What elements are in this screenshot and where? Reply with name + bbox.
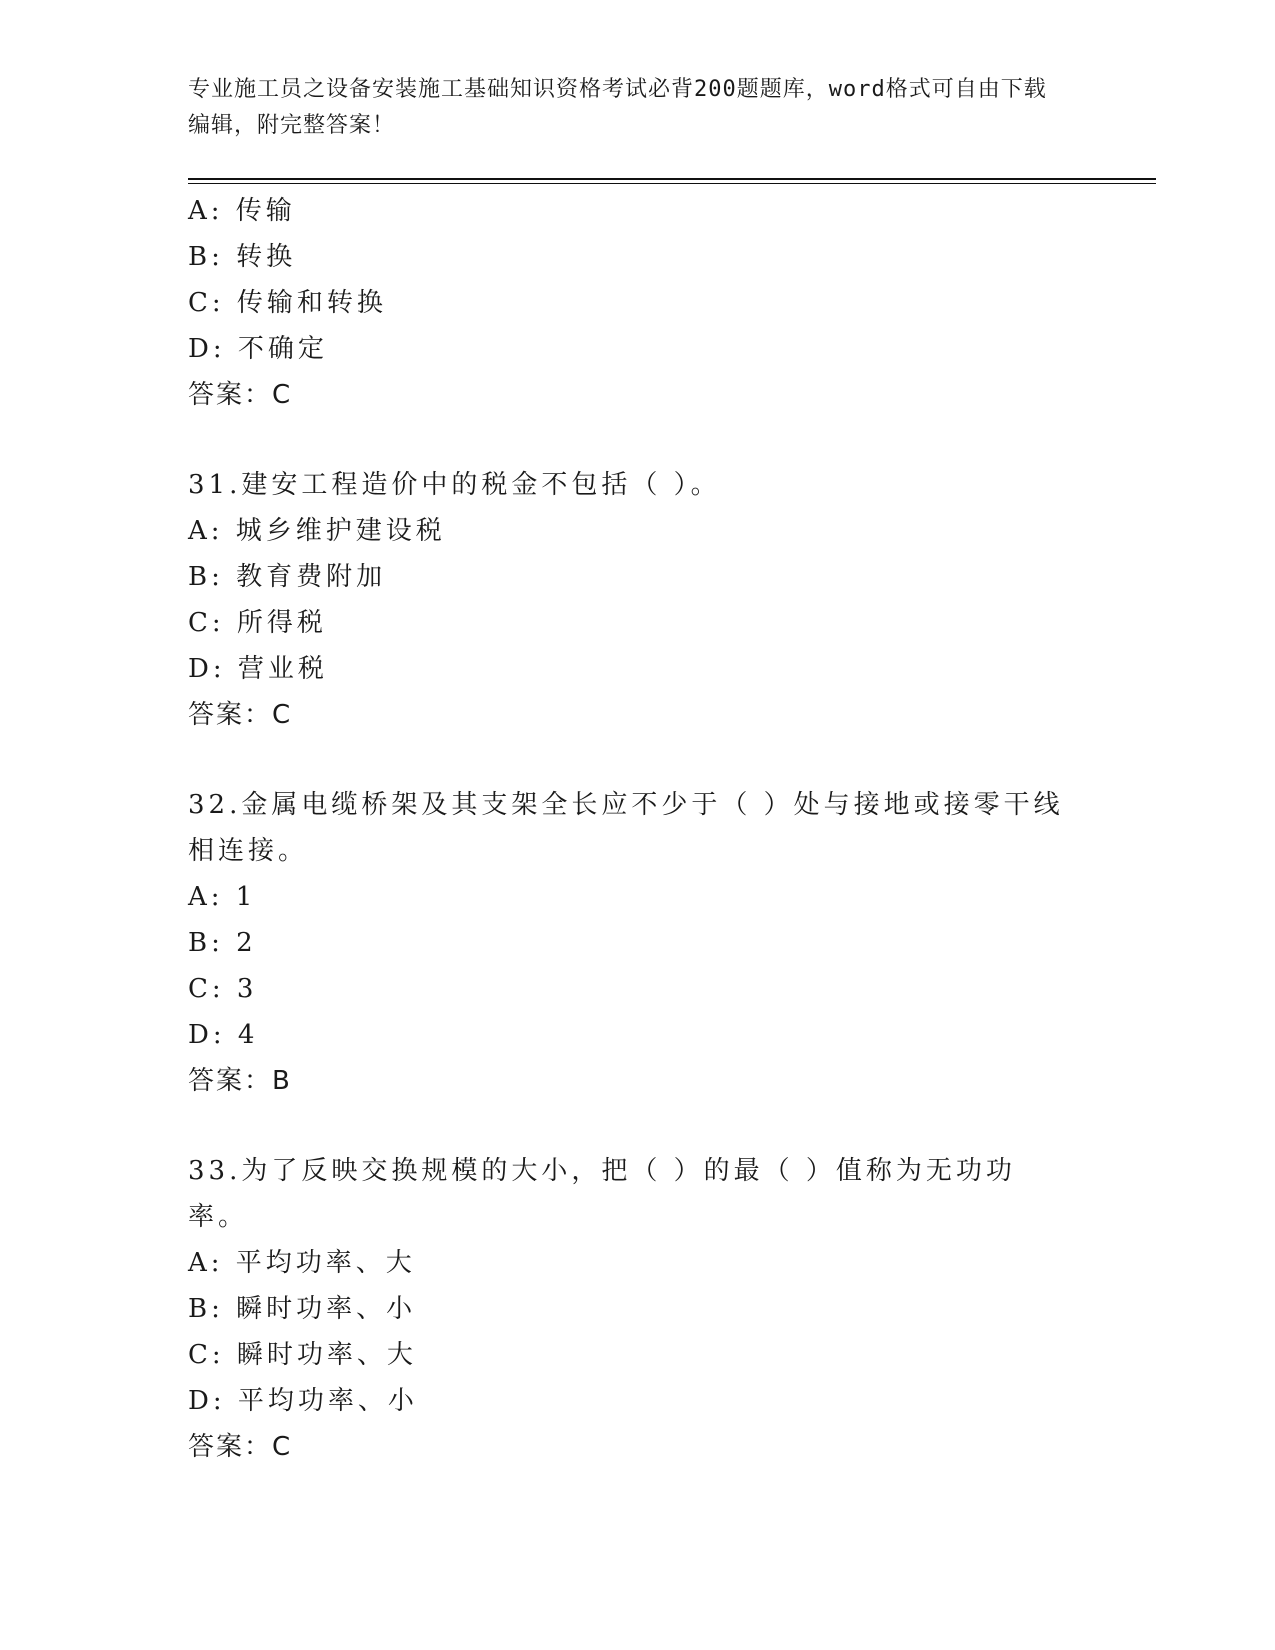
- answer: 答案：C: [188, 1432, 293, 1462]
- block-spacer: [188, 738, 1068, 782]
- option-b: B: 瞬时功率、小: [188, 1294, 417, 1324]
- option-c: C: 所得税: [188, 608, 327, 638]
- block-spacer: [188, 1104, 1068, 1148]
- option-c: C: 传输和转换: [188, 288, 387, 318]
- answer: 答案：B: [188, 1066, 292, 1096]
- option-a: A: 平均功率、大: [188, 1248, 416, 1278]
- option-d: D: 不确定: [188, 334, 328, 364]
- option-b: B: 教育费附加: [188, 562, 387, 592]
- option-d: D: 营业税: [188, 654, 328, 684]
- answer: 答案：C: [188, 380, 293, 410]
- header-divider-thin: [188, 183, 1156, 184]
- question-block: [188, 1148, 1068, 1470]
- option-a: A: 城乡维护建设税: [188, 516, 446, 546]
- answer: 答案：C: [188, 700, 293, 730]
- option-b: B: 转换: [188, 242, 297, 272]
- question-list: [188, 188, 1068, 1470]
- question-block: [188, 188, 1068, 418]
- option-b: B: 2: [188, 928, 257, 958]
- question-block: [188, 782, 1068, 1104]
- option-c: C: 3: [188, 974, 258, 1004]
- block-spacer: [188, 418, 1068, 462]
- question-block: [188, 462, 1068, 738]
- option-d: D: 平均功率、小: [188, 1386, 418, 1416]
- document-title: 专业施工员之设备安装施工基础知识资格考试必背200题题库，word格式可自由下载编辑，附完整答案！: [188, 77, 1047, 138]
- option-a: A: 传输: [188, 196, 296, 226]
- question-text: 31.建安工程造价中的税金不包括（ ）。: [188, 470, 721, 500]
- option-a: A: 1: [188, 882, 257, 912]
- option-d: D: 4: [188, 1020, 259, 1050]
- question-text: 33.为了反映交换规模的大小，把（ ）的最（ ）值称为无功功率。: [188, 1156, 1016, 1232]
- header-divider-thick: [188, 178, 1156, 180]
- question-text: 32.金属电缆桥架及其支架全长应不少于（ ）处与接地或接零干线相连接。: [188, 790, 1064, 866]
- page-header: [188, 72, 1068, 144]
- option-c: C: 瞬时功率、大: [188, 1340, 417, 1370]
